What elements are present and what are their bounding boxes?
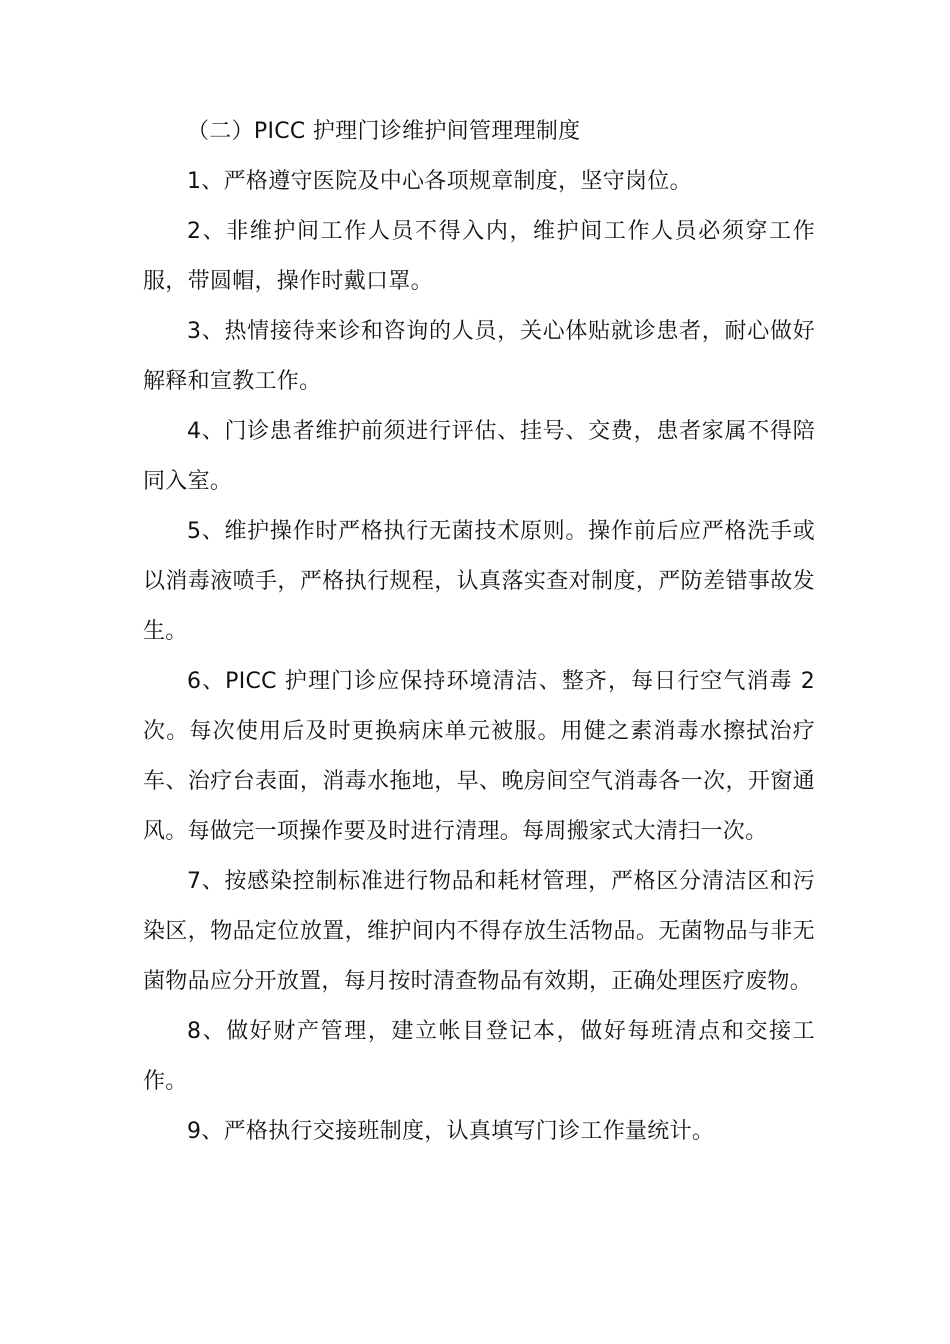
rule-item-4: 4、门诊患者维护前须进行评估、挂号、交费，患者家属不得陪同入室。	[143, 419, 815, 494]
section-heading: （二）PICC 护理门诊维护间管理理制度	[187, 119, 581, 144]
rule-item-8: 8、做好财产管理，建立帐目登记本，做好每班清点和交接工作。	[143, 1019, 815, 1094]
rule-item-3: 3、热情接待来诊和咨询的人员，关心体贴就诊患者，耐心做好解释和宣教工作。	[143, 319, 815, 394]
rule-item-6: 6、PICC 护理门诊应保持环境清洁、整齐，每日行空气消毒 2 次。每次使用后及时更换病床单元被服。用健之素消毒水擦拭治疗车、治疗台表面，消毒水拖地，早、晚房间空气消毒各一次，开窗通风。每做完一项操作要及时进行清理。每周搬家式大清扫一次。	[143, 669, 815, 844]
rule-item-5: 5、维护操作时严格执行无菌技术原则。操作前后应严格洗手或以消毒液喷手，严格执行规程，认真落实查对制度，严防差错事故发生。	[143, 519, 815, 644]
rule-item-2: 2、非维护间工作人员不得入内，维护间工作人员必须穿工作服，带圆帽，操作时戴口罩。	[143, 219, 815, 294]
document-body	[143, 107, 815, 1157]
rule-item-1: 1、严格遵守医院及中心各项规章制度，坚守岗位。	[187, 169, 692, 194]
rule-item-9: 9、严格执行交接班制度，认真填写门诊工作量统计。	[187, 1119, 715, 1144]
rule-item-7: 7、按感染控制标准进行物品和耗材管理，严格区分清洁区和污染区，物品定位放置，维护间内不得存放生活物品。无菌物品与非无菌物品应分开放置，每月按时清查物品有效期，正确处理医疗废物。	[143, 869, 815, 994]
